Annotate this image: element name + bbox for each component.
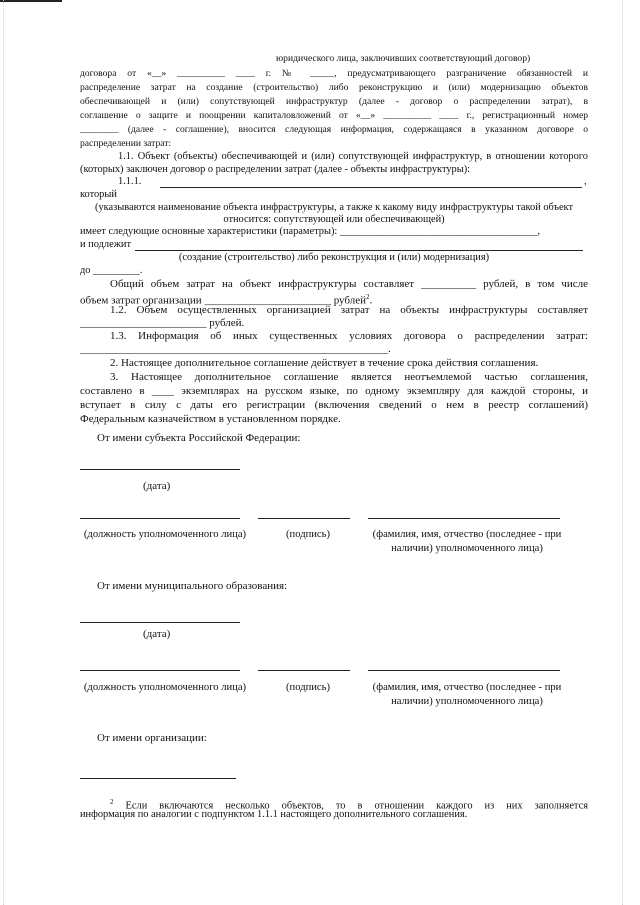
- p3-line-1: 3. Настоящее дополнительное соглашение является неотъемлемой частью соглашения,: [110, 371, 588, 383]
- p11-line-1: 1.1. Объект (объекты) обеспечивающей и (или) сопутствующей инфраструктур, в отношении которого: [118, 151, 588, 162]
- p111-blank-line: [160, 187, 582, 188]
- scan-edge-right: [622, 0, 624, 905]
- subject-position-line: [80, 518, 240, 519]
- subject-fio-label: (фамилия, имя, отчество (последнее - при наличии) уполномоченного лица): [372, 529, 562, 554]
- p12-line-1: 1.2. Объем осуществленных организацией затрат на объекты инфраструктуры составляет: [110, 304, 588, 316]
- p12-line-2: _______________________ рублей.: [80, 317, 245, 329]
- intro-line-2: распределение затрат на создание (строительство) либо реконструкцию и (или) модернизацию объектов: [80, 82, 588, 93]
- municipal-fio-line: [368, 670, 560, 671]
- intro-line-1: договора от «__» __________ ____ г. № _____, предусматривающего разграничение обязанностей и: [80, 68, 588, 79]
- p111-note-2: относится: сопутствующей или обеспечивающей): [223, 214, 445, 225]
- intro-line-3: обеспечивающей и (или) сопутствующей инфраструктур (далее - договор о распределении затрат), в: [80, 96, 588, 107]
- org-heading: От имени организации:: [97, 732, 207, 744]
- p11-line-2: (которых) заключен договор о распределении затрат (далее - объекты инфраструктуры):: [80, 164, 471, 175]
- p111-comma: ,: [584, 176, 587, 187]
- municipal-position-label: (должность уполномоченного лица): [83, 682, 247, 693]
- p13-line-1: 1.3. Информация об иных существенных условиях договора о распределении затрат:: [110, 330, 588, 342]
- p111-note-1: (указываются наименование объекта инфраструктуры, а также к какому виду инфраструктуры такой объект: [94, 202, 574, 213]
- p3-line-4: Федеральным казначейством в установленном порядке.: [80, 413, 341, 425]
- subject-fio-line: [368, 518, 560, 519]
- subject-date-label: (дата): [143, 480, 171, 492]
- p111-characteristics: имеет следующие основные характеристики (параметры): ______________________________________,: [80, 226, 540, 237]
- municipal-signature-label: (подпись): [286, 682, 330, 693]
- subject-signature-label: (подпись): [286, 529, 330, 540]
- footnote-separator: [80, 778, 236, 779]
- subject-heading: От имени субъекта Российской Федерации:: [97, 432, 301, 444]
- p111-which: который: [80, 189, 117, 200]
- p111-until: до _________.: [80, 265, 143, 276]
- subject-signature-line: [258, 518, 350, 519]
- intro-line-5: ________ (далее - соглашение), вносится следующая информация, содержащаяся в указанном договоре о: [80, 124, 588, 135]
- municipal-position-line: [80, 670, 240, 671]
- municipal-date-line: [80, 622, 240, 623]
- footnote-line-1-text: Если включаются несколько объектов, то в отношении каждого из них заполняется: [125, 800, 588, 812]
- footnote-line-2: информация по аналогии с подпунктом 1.1.1 настоящего дополнительного соглашения.: [80, 809, 468, 820]
- municipal-heading: От имени муниципального образования:: [97, 580, 288, 592]
- footnote-mark: 2: [110, 798, 114, 806]
- p13-line-2: ________________________________________________________.: [80, 343, 391, 355]
- totals-line-2-text: объем затрат организации _______________________ рублей: [80, 294, 366, 307]
- municipal-date-label: (дата): [143, 628, 171, 640]
- intro-line-4: соглашение о защите и поощрении капиталовложений от «__» __________ ____ г., регистрационный номер: [80, 110, 588, 121]
- p111-note-3: (создание (строительство) либо реконструкция и (или) модернизация): [178, 252, 490, 263]
- intro-line-6: распределении затрат:: [80, 138, 172, 149]
- subject-position-label: (должность уполномоченного лица): [83, 529, 247, 540]
- p111-number: 1.1.1.: [118, 176, 142, 187]
- totals-line-2: объем затрат организации _______________________ рублей$^2$.: [80, 293, 373, 307]
- p3-line-3: вступает в силу с даты его регистрации (включения сведений о нем в реестр соглашений): [80, 399, 588, 411]
- p2-text: 2. Настоящее дополнительное соглашение действует в течение срока действия соглашения.: [110, 357, 539, 369]
- p111-subject-line: [135, 250, 583, 251]
- municipal-fio-label: (фамилия, имя, отчество (последнее - при наличии) уполномоченного лица): [372, 682, 562, 707]
- totals-line-1: Общий объем затрат на объект инфраструктуры составляет __________ рублей, в том числе: [110, 278, 588, 290]
- municipal-signature-line: [258, 670, 350, 671]
- p111-subject: и подлежит: [80, 239, 131, 250]
- subject-date-line: [80, 469, 240, 470]
- scan-edge-left: [3, 0, 5, 905]
- intro-line-0: юридического лица, заключивших соответствующий договор): [276, 53, 531, 64]
- top-edge-mark: [0, 0, 62, 2]
- footnote-ref: 2: [366, 293, 370, 301]
- p3-line-2: составлено в ____ экземплярах на русском языке, по одному экземпляру для каждой стороны, и: [80, 385, 588, 397]
